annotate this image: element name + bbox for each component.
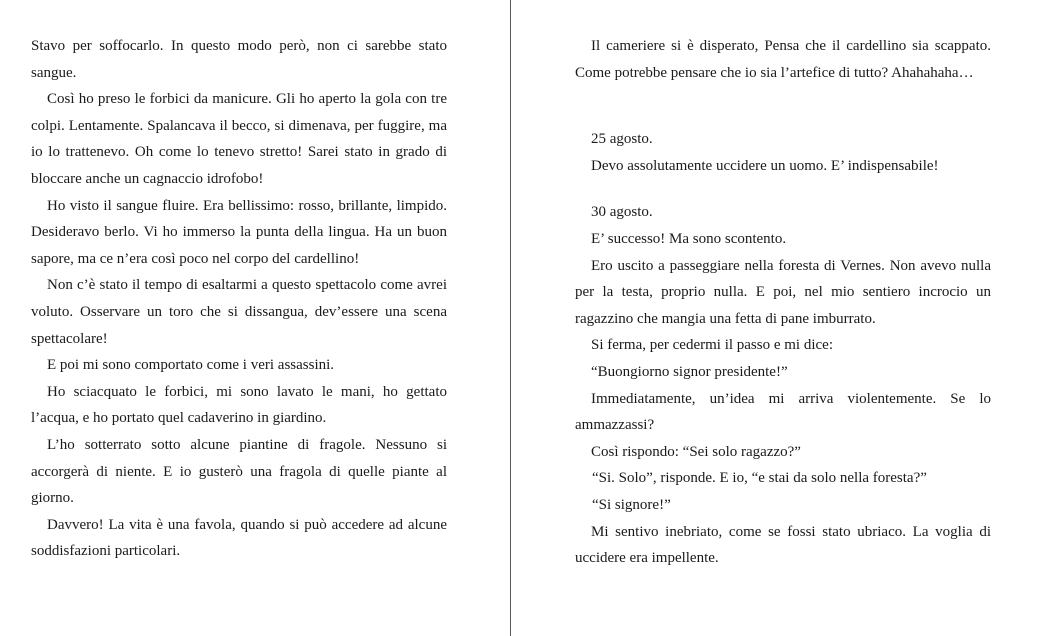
paragraph: Ero uscito a passeggiare nella foresta di Vernes. Non avevo nulla per la testa, proprio nulla. E poi, nel mio sentiero incrocio un ragazzino che mangia una fetta di pane imburrato. xyxy=(575,257,991,327)
paragraph: Stavo per soffocarlo. In questo modo però, non ci sarebbe stato sangue. xyxy=(31,38,447,81)
paragraph: Il cameriere si è disperato, Pensa che il cardellino sia scappato. Come potrebbe pensare che io sia l’artefice di tutto? Ahahahaha… xyxy=(575,38,991,81)
paragraph: E’ successo! Ma sono scontento. xyxy=(591,230,787,247)
paragraph: Immediatamente, un’idea mi arriva violentemente. Se lo ammazzassi? xyxy=(575,390,991,434)
dialogue-line: “Si. Solo”, risponde. E io, “e stai da solo nella foresta?” xyxy=(592,470,927,487)
dialogue-line: Così rispondo: “Sei solo ragazzo?” xyxy=(591,443,801,460)
left-page xyxy=(31,33,447,565)
paragraph: Mi sentivo inebriato, come se fossi stato ubriaco. La voglia di uccidere era impellente. xyxy=(575,523,991,567)
paragraph: L’ho sotterrato sotto alcune piantine di fragole. Nessuno si accorgerà di niente. E io gusterò una fragola di quelle piante al giorno. xyxy=(31,436,447,507)
paragraph: Si ferma, per cedermi il passo e mi dice: xyxy=(591,337,833,354)
page-gutter-divider xyxy=(510,0,511,636)
paragraph: Ho sciacquato le forbici, mi sono lavato le mani, ho gettato l’acqua, e ho portato quel cadaverino in giardino. xyxy=(31,383,447,427)
paragraph: E poi mi sono comportato come i veri assassini. xyxy=(47,357,335,374)
paragraph: Ho visto il sangue fluire. Era bellissimo: rosso, brillante, limpido. Desideravo berlo. Vi ho immerso la punta della lingua. Ha un buon sapore, ma ce n’era così poco nel corpo del cardellino! xyxy=(31,197,447,267)
right-page xyxy=(575,33,991,572)
dialogue-line: “Buongiorno signor presidente!” xyxy=(591,363,788,380)
paragraph: Non c’è stato il tempo di esaltarmi a questo spettacolo come avrei voluto. Osservare un toro che si dissangua, dev’essere una scena spettacolare! xyxy=(31,277,447,347)
diary-date: 30 agosto. xyxy=(591,204,653,221)
paragraph: Così ho preso le forbici da manicure. Gli ho aperto la gola con tre colpi. Lentamente. Spalancava il becco, si dimenava, per fuggire, ma io lo trattenevo. Oh come lo tenevo stretto! Sarei stato in grado di bloccare anche un cagnaccio idrofobo! xyxy=(31,91,447,187)
paragraph: Davvero! La vita è una favola, quando si può accedere ad alcune soddisfazioni particolari. xyxy=(31,516,447,560)
paragraph: Devo assolutamente uccidere un uomo. E’ indispensabile! xyxy=(591,157,939,174)
dialogue-line: “Si signore!” xyxy=(592,496,671,513)
diary-date: 25 agosto. xyxy=(591,131,653,148)
